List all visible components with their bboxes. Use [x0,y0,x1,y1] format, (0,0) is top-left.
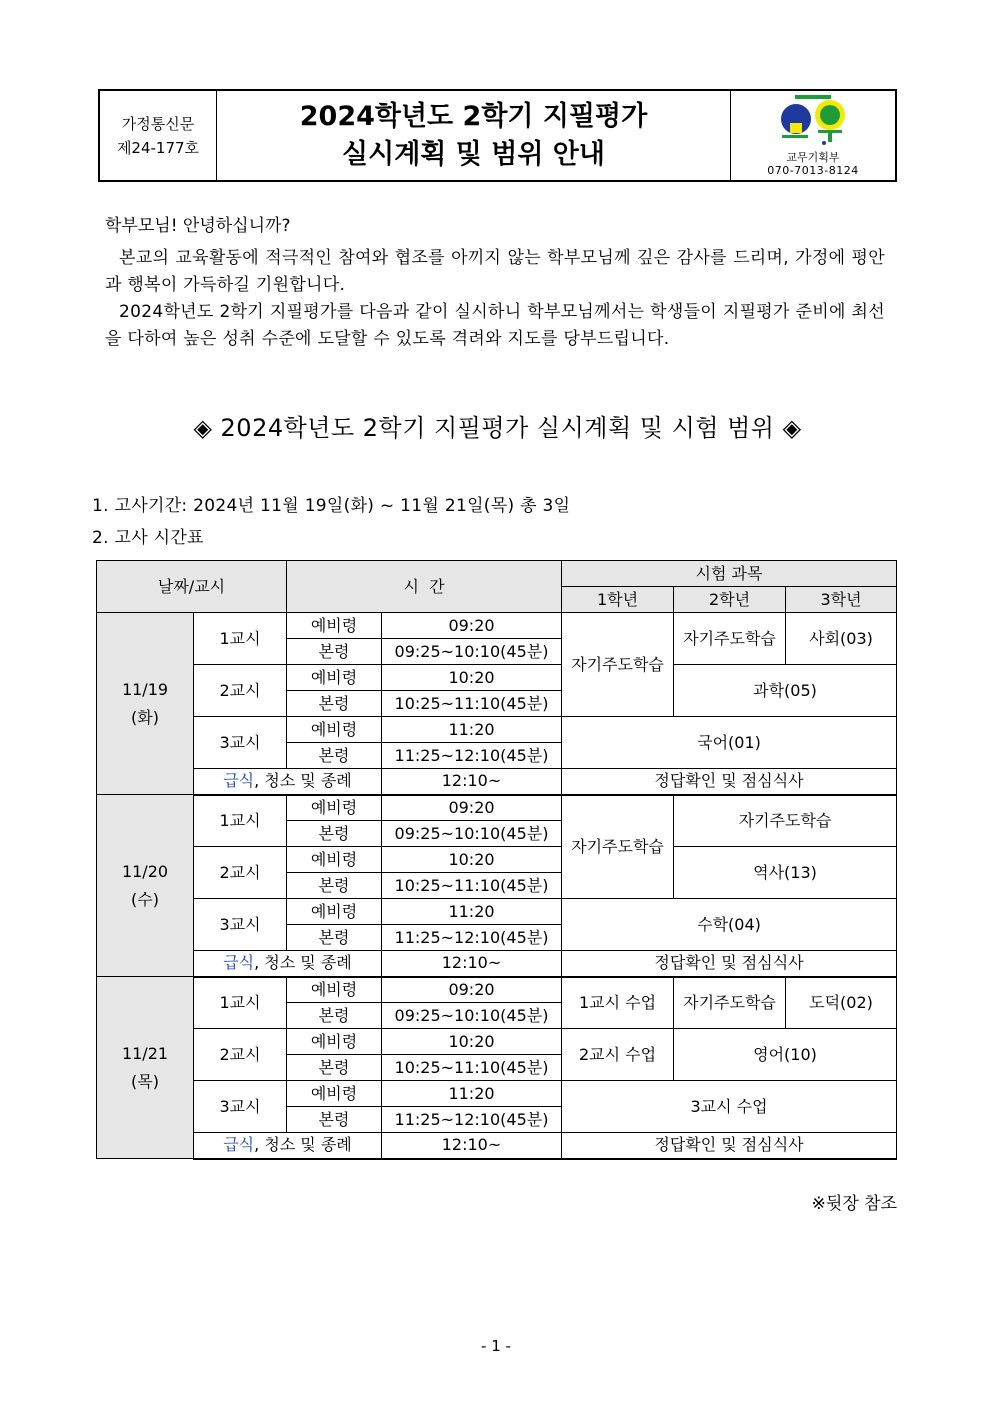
header-subjects: 시험 과목 [562,561,897,587]
doc-info [100,91,217,180]
pre-label: 예비령 [287,1029,382,1055]
period-cell: 1교시 [194,795,287,847]
issuer-info [731,91,895,180]
pre-time: 10:20 [382,665,562,691]
pre-time: 09:20 [382,795,562,821]
main-time: 10:25~11:10(45분) [382,691,562,717]
date-cell [97,613,194,795]
main-time: 10:25~11:10(45분) [382,873,562,899]
see-back-note: ※뒷장 참조 [811,1194,897,1214]
lunch-rest: , 청소 및 종례 [254,953,352,973]
weekday: (목) [131,1071,159,1091]
pre-label: 예비령 [287,795,382,821]
main-time: 09:25~10:10(45분) [382,639,562,665]
main-label: 본령 [287,743,382,769]
main-time: 11:25~12:10(45분) [382,743,562,769]
pre-time: 11:20 [382,1081,562,1107]
page-title [217,91,731,180]
lunch-label [194,1133,382,1159]
main-time: 11:25~12:10(45분) [382,925,562,951]
subject-cell: 1교시 수업 [562,977,674,1029]
greeting: 학부모님! 안녕하십니까? [105,216,291,236]
header-grade2: 2학년 [674,587,786,613]
lunch-label [194,951,382,977]
subject-cell: 도덕(02) [786,977,897,1029]
pre-label: 예비령 [287,717,382,743]
section-title: ◈ 2024학년도 2학기 지필평가 실시계획 및 시험 범위 ◈ [193,414,802,442]
header-time: 시 간 [287,561,562,613]
table-row [97,769,897,795]
table-row [97,1081,897,1107]
main-label: 본령 [287,1055,382,1081]
table-header-row [97,561,897,587]
period-cell: 2교시 [194,847,287,899]
main-label: 본령 [287,639,382,665]
pre-label: 예비령 [287,977,382,1003]
main-label: 본령 [287,821,382,847]
lunch-rest: , 청소 및 종례 [254,771,352,791]
lunch-word: 급식 [223,771,255,791]
lunch-time: 12:10~ [382,1133,562,1159]
table-row [97,795,897,821]
period-cell: 1교시 [194,613,287,665]
table-row [97,951,897,977]
table-row [97,899,897,925]
period-cell: 3교시 [194,717,287,769]
subject-cell: 자기주도학습 [674,977,786,1029]
subject-cell: 수학(04) [562,899,897,951]
timetable-heading: 2. 고사 시간표 [92,528,204,548]
table-row [97,665,897,691]
main-time: 11:25~12:10(45분) [382,1107,562,1133]
school-logo-icon [778,93,848,145]
period-cell: 3교시 [194,899,287,951]
phone-number: 070-7013-8124 [767,164,859,177]
lunch-subject: 정답확인 및 점심식사 [562,1133,897,1159]
main-label: 본령 [287,1003,382,1029]
table-row [97,847,897,873]
pre-label: 예비령 [287,613,382,639]
subject-cell: 자기주도학습 [562,613,674,717]
pre-time: 09:20 [382,977,562,1003]
header-box [98,89,897,182]
lunch-time: 12:10~ [382,769,562,795]
pre-label: 예비령 [287,665,382,691]
pre-time: 11:20 [382,717,562,743]
main-label: 본령 [287,691,382,717]
subject-cell: 자기주도학습 [562,795,674,899]
subject-cell: 자기주도학습 [674,795,897,847]
doc-number: 제24-177호 [116,138,200,157]
main-label: 본령 [287,873,382,899]
main-time: 10:25~11:10(45분) [382,1055,562,1081]
subject-cell: 2교시 수업 [562,1029,674,1081]
date: 11/19 [121,679,169,699]
date: 11/21 [121,1043,169,1063]
period-cell: 3교시 [194,1081,287,1133]
subject-cell: 역사(13) [674,847,897,899]
pre-label: 예비령 [287,1081,382,1107]
date-cell [97,977,194,1159]
table-row [97,977,897,1003]
header-grade1: 1학년 [562,587,674,613]
lunch-subject: 정답확인 및 점심식사 [562,951,897,977]
subject-cell: 자기주도학습 [674,613,786,665]
subject-cell: 3교시 수업 [562,1081,897,1133]
title-line2: 실시계획 및 범위 안내 [342,138,605,170]
subject-cell: 사회(03) [786,613,897,665]
lunch-time: 12:10~ [382,951,562,977]
department: 교무기획부 [786,151,840,164]
table-row [97,613,897,639]
pre-time: 11:20 [382,899,562,925]
lunch-label [194,769,382,795]
lunch-rest: , 청소 및 종례 [254,1135,352,1155]
header-grade3: 3학년 [786,587,897,613]
lunch-word: 급식 [223,953,255,973]
paragraph-2: 2024학년도 2학기 지필평가를 다음과 같이 실시하니 학부모님께서는 학생들이 지필평가 준비에 최선을 다하여 높은 성취 수준에 도달할 수 있도록 격려와 지도를 당부드립니다. [105,302,885,349]
page-number: - 1 - [481,1337,511,1355]
period-cell: 1교시 [194,977,287,1029]
date-cell [97,795,194,977]
period-cell: 2교시 [194,665,287,717]
table-row [97,717,897,743]
main-label: 본령 [287,925,382,951]
subject-cell: 국어(01) [562,717,897,769]
lunch-word: 급식 [223,1135,255,1155]
main-time: 09:25~10:10(45분) [382,821,562,847]
date: 11/20 [121,861,169,881]
lunch-subject: 정답확인 및 점심식사 [562,769,897,795]
main-label: 본령 [287,1107,382,1133]
period-cell: 2교시 [194,1029,287,1081]
subject-cell: 과학(05) [674,665,897,717]
weekday: (화) [131,707,159,727]
pre-time: 10:20 [382,847,562,873]
doc-type: 가정통신문 [121,114,195,133]
pre-label: 예비령 [287,899,382,925]
pre-time: 10:20 [382,1029,562,1055]
header-datetime: 날짜/교시 [97,561,287,613]
main-time: 09:25~10:10(45분) [382,1003,562,1029]
pre-label: 예비령 [287,847,382,873]
title-line1: 2024학년도 2학기 지필평가 [299,100,648,132]
exam-schedule-table [96,560,897,1160]
paragraph-1: 본교의 교육활동에 적극적인 참여와 협조를 아끼지 않는 학부모님께 깊은 감사를 드리며, 가정에 평안과 행복이 가득하길 기원합니다. [105,248,885,295]
weekday: (수) [131,889,159,909]
subject-cell: 영어(10) [674,1029,897,1081]
table-row [97,1029,897,1055]
exam-period: 1. 고사기간: 2024년 11월 19일(화) ~ 11월 21일(목) 총 3일 [92,496,571,516]
pre-time: 09:20 [382,613,562,639]
table-row [97,1133,897,1159]
